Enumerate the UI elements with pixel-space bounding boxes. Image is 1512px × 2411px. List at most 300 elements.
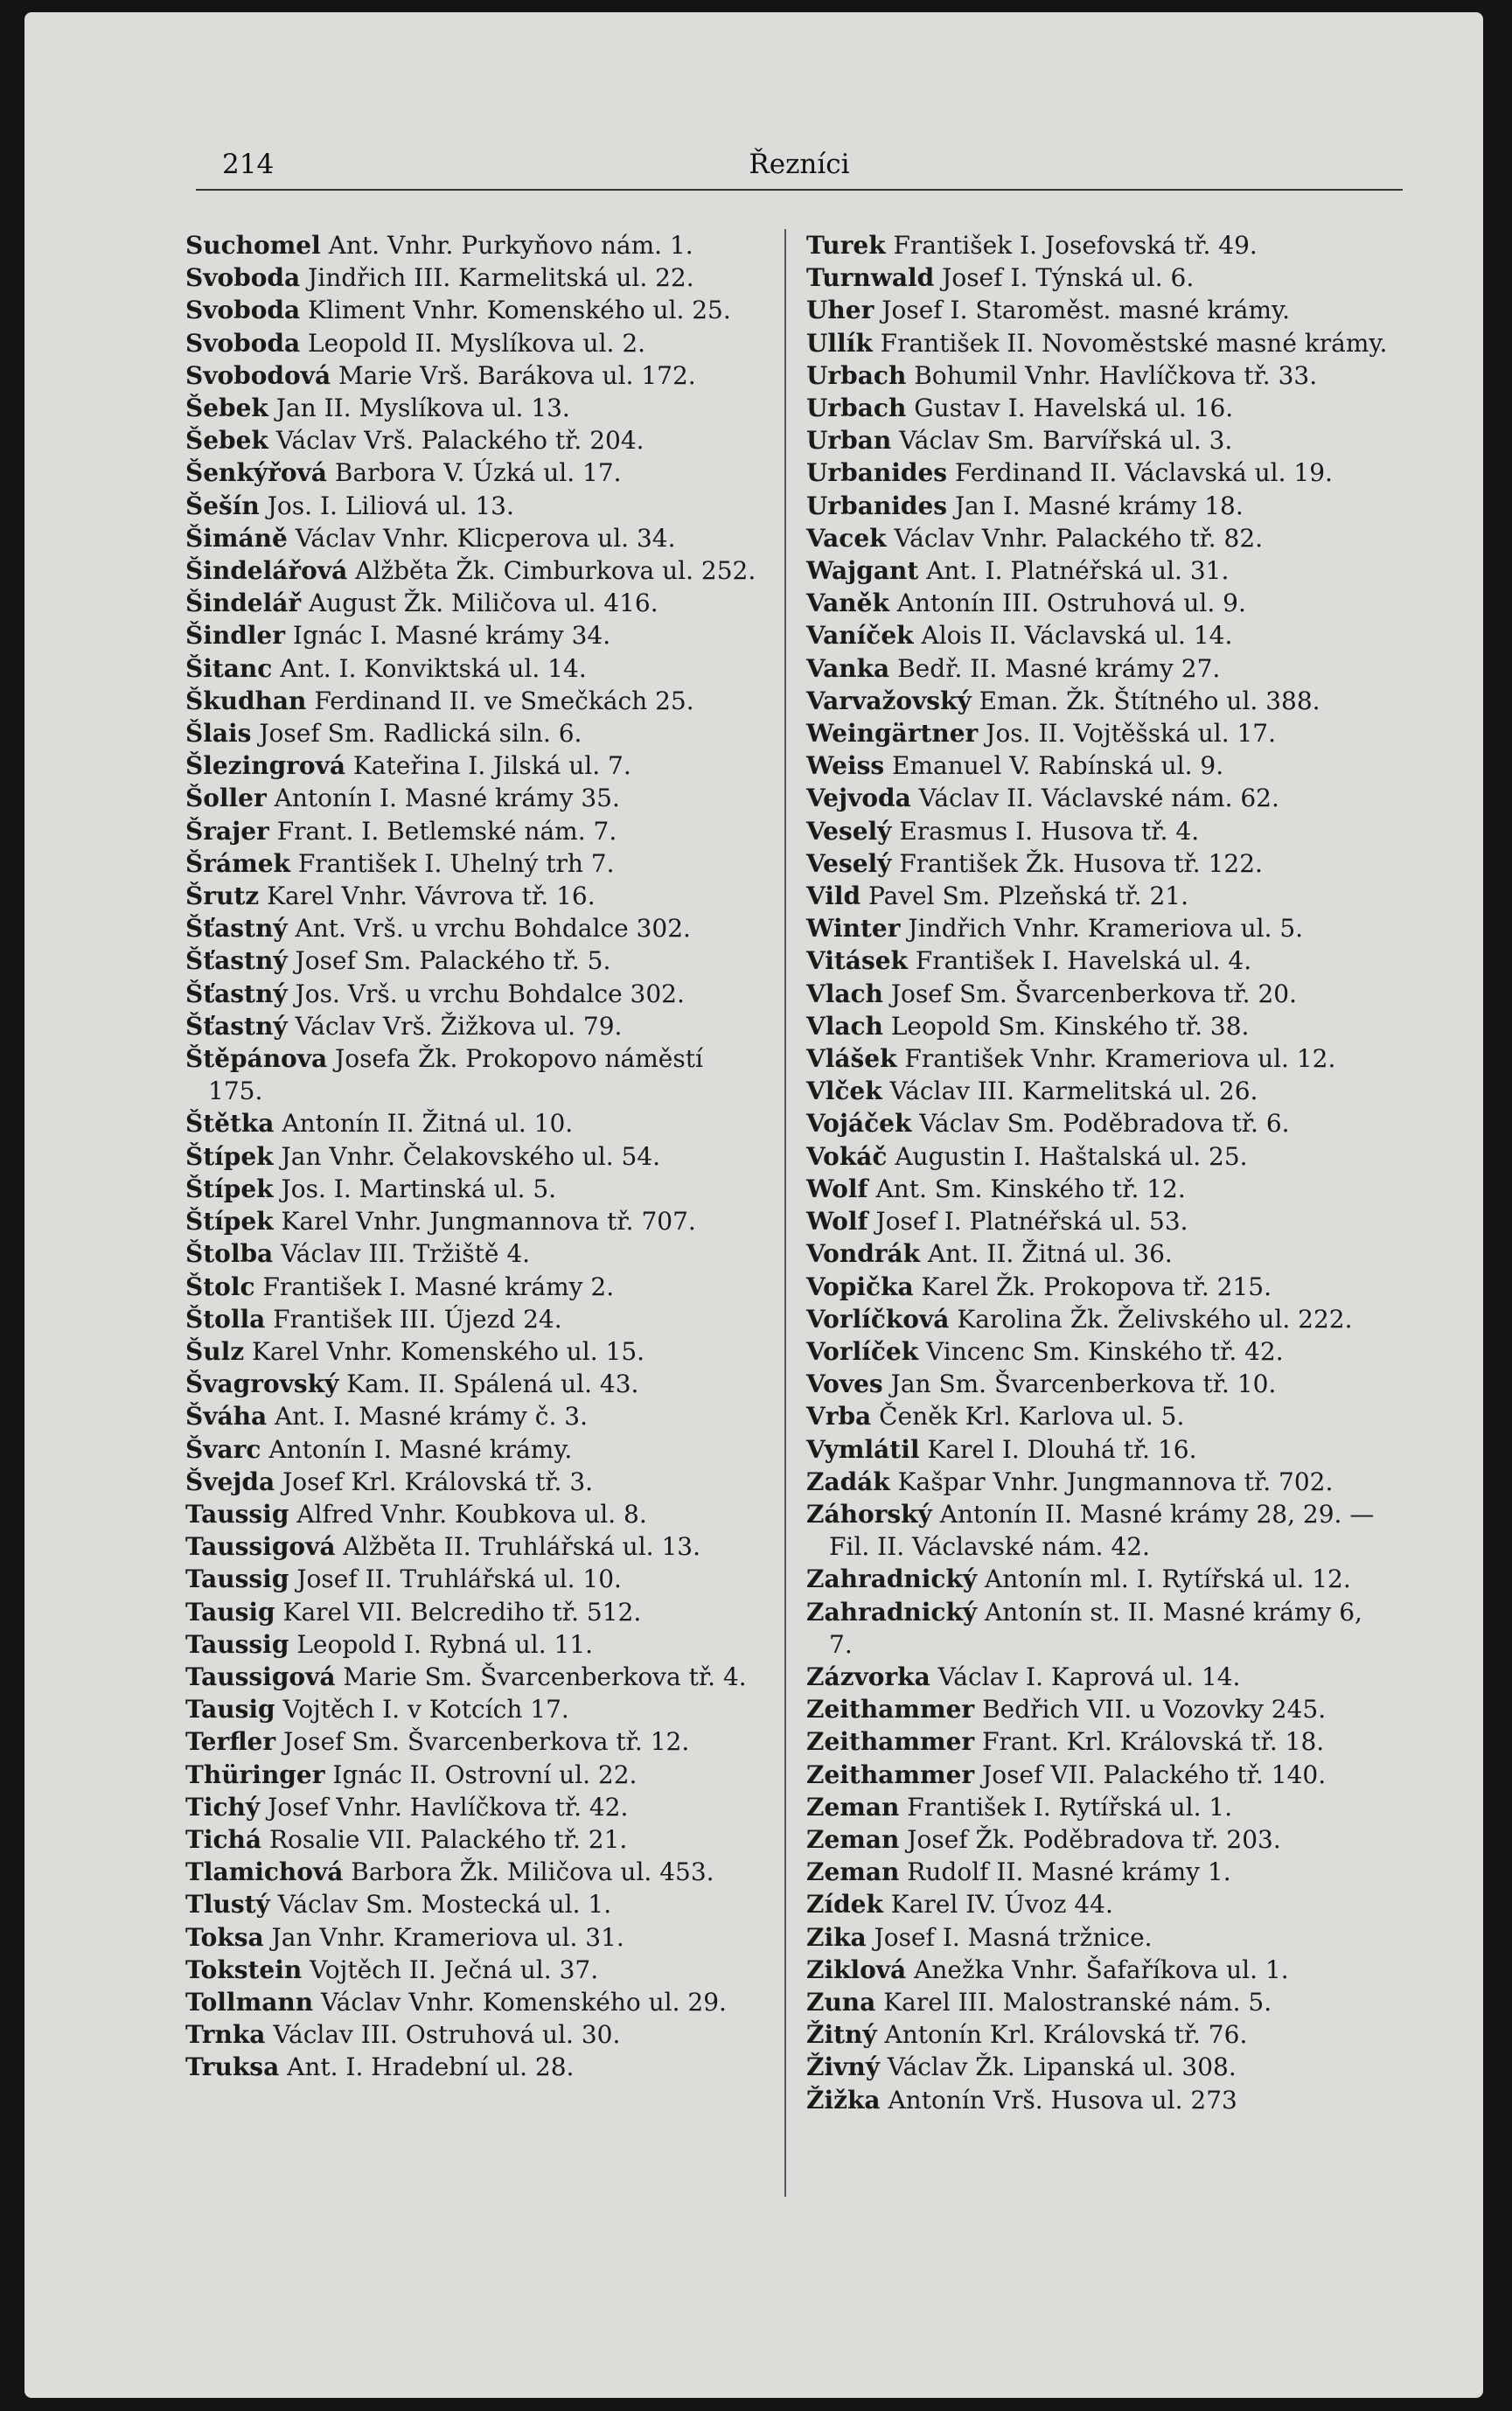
directory-entry (806, 1888, 1388, 1920)
entry-details: Augustin I. Haštalská ul. 25. (895, 1141, 1248, 1171)
directory-entry (185, 1530, 763, 1563)
directory-entry (185, 685, 763, 717)
entry-details: Jos. Vrš. u vrchu Bohdalce 302. (295, 979, 685, 1008)
entry-surname: Ullík (806, 328, 873, 358)
directory-entry (185, 522, 763, 554)
directory-entry (806, 1075, 1388, 1107)
entry-surname: Terfler (185, 1727, 276, 1757)
entry-details: Václav Sm. Mostecká ul. 1. (277, 1890, 612, 1920)
entry-details: Vojtěch II. Ječná ul. 37. (310, 1955, 599, 1984)
entry-surname: Truksa (185, 2052, 280, 2082)
directory-entry (185, 978, 763, 1010)
entry-details: Rosalie VII. Palackého tř. 21. (268, 1824, 628, 1854)
entry-details: Václav Vnhr. Klicperova ul. 34. (295, 523, 676, 553)
entry-surname: Veselý (806, 816, 892, 846)
entry-surname: Voves (806, 1369, 883, 1399)
entry-surname: Štěpánova (185, 1044, 328, 1074)
entry-details: Vojtěch I. v Kotcích 17. (282, 1695, 569, 1725)
directory-entry (185, 1368, 763, 1400)
entry-surname: Štětka (185, 1109, 275, 1139)
entry-surname: Toksa (185, 1922, 264, 1952)
entry-surname: Taussigová (185, 1532, 336, 1562)
entry-surname: Thüringer (185, 1759, 325, 1789)
entry-details: August Žk. Miličova ul. 416. (309, 589, 658, 618)
directory-entry (806, 522, 1388, 554)
entry-details: Antonín Krl. Královská tř. 76. (884, 2020, 1248, 2050)
directory-entry (806, 847, 1388, 880)
directory-entry (806, 944, 1388, 977)
entry-details: Kam. II. Spálená ul. 43. (346, 1369, 639, 1399)
entry-surname: Šťastný (185, 1011, 288, 1041)
entry-details: Ant. I. Platnéřská ul. 31. (926, 556, 1230, 586)
entry-details: Jos. I. Liliová ul. 13. (267, 491, 514, 520)
entry-details: Barbora V. Úzká ul. 17. (334, 458, 622, 488)
entry-details: Ferdinand II. ve Smečkách 25. (314, 686, 694, 715)
entry-surname: Záhorský (806, 1499, 932, 1529)
entry-details: Jan Sm. Švarcenberkova tř. 10. (890, 1369, 1277, 1399)
entry-details: Václav III. Tržiště 4. (281, 1239, 531, 1269)
entry-details: Karel Žk. Prokopova tř. 215. (921, 1272, 1272, 1301)
entry-details: Ant. I. Hradební ul. 28. (287, 2052, 575, 2082)
entry-details: Alžběta II. Truhlářská ul. 13. (343, 1532, 701, 1562)
entry-surname: Šrámek (185, 848, 290, 878)
directory-entry (185, 1498, 763, 1530)
directory-entry (806, 1010, 1388, 1042)
directory-entry (185, 1725, 763, 1758)
directory-entry (185, 490, 763, 522)
entry-details: Jos. I. Martinská ul. 5. (281, 1174, 557, 1203)
entry-details: Karel VII. Belcrediho tř. 512. (282, 1597, 642, 1627)
entry-details: Rudolf II. Masné krámy 1. (907, 1857, 1231, 1887)
entry-surname: Zahradnický (806, 1564, 978, 1594)
directory-entry (185, 1921, 763, 1954)
page-number: 214 (222, 149, 275, 180)
entry-details: Kateřina I. Jilská ul. 7. (352, 751, 631, 781)
entry-surname: Turek (806, 231, 886, 260)
entry-surname: Svobodová (185, 360, 331, 390)
entry-details: Václav II. Václavské nám. 62. (918, 784, 1279, 813)
entry-surname: Vlček (806, 1077, 882, 1106)
entry-surname: Zuna (806, 1987, 876, 2017)
entry-surname: Štolla (185, 1304, 266, 1334)
entry-details: Karel I. Dlouhá tř. 16. (927, 1434, 1197, 1464)
directory-entry (806, 229, 1388, 261)
entry-surname: Tlustý (185, 1890, 270, 1920)
entry-surname: Vanka (806, 653, 890, 683)
entry-surname: Šindelářová (185, 556, 348, 586)
entry-details: Antonín III. Ostruhová ul. 9. (896, 589, 1246, 618)
entry-details: Ignác II. Ostrovní ul. 22. (332, 1759, 638, 1789)
directory-entry (185, 1433, 763, 1466)
directory-entry (185, 1986, 763, 2018)
entry-details: Karolina Žk. Želivského ul. 222. (957, 1304, 1353, 1334)
directory-entry (806, 717, 1388, 749)
entry-surname: Vorlíčková (806, 1304, 950, 1334)
directory-entry (185, 1335, 763, 1368)
entry-surname: Šváha (185, 1402, 268, 1432)
entry-surname: Vrba (806, 1402, 872, 1432)
entry-details: Jan II. Myslíkova ul. 13. (275, 394, 570, 423)
entry-details: Karel Vnhr. Jungmannova tř. 707. (281, 1207, 696, 1237)
entry-details: Václav Vnhr. Komenského ul. 29. (320, 1987, 727, 2017)
right-column (806, 229, 1388, 2116)
directory-entry (806, 1140, 1388, 1173)
entry-details: Jan I. Masné krámy 18. (954, 491, 1244, 520)
directory-entry (806, 587, 1388, 619)
directory-entry (806, 1791, 1388, 1823)
entry-surname: Šrajer (185, 816, 269, 846)
directory-entry (185, 1140, 763, 1173)
entry-surname: Šlais (185, 719, 252, 749)
entry-details: Václav Sm. Poděbradova tř. 6. (919, 1109, 1290, 1139)
entry-surname: Vorlíček (806, 1336, 919, 1366)
entry-surname: Tichý (185, 1792, 261, 1822)
entry-surname: Zeman (806, 1824, 900, 1854)
entry-details: Josef Sm. Švarcenberkova tř. 12. (283, 1727, 690, 1757)
entry-surname: Šoller (185, 784, 267, 813)
entry-surname: Šťastný (185, 946, 288, 976)
directory-entry (185, 815, 763, 847)
directory-entry (806, 1466, 1388, 1498)
entry-surname: Tichá (185, 1824, 262, 1854)
entry-details: Jan Vnhr. Krameriova ul. 31. (271, 1922, 624, 1952)
entry-details: Alžběta Žk. Cimburkova ul. 252. (355, 556, 756, 586)
entry-surname: Zeithammer (806, 1727, 975, 1757)
entry-details: Antonín II. Žitná ul. 10. (282, 1109, 574, 1139)
entry-surname: Taussig (185, 1499, 289, 1529)
entry-surname: Švarc (185, 1434, 261, 1464)
directory-entry (185, 392, 763, 424)
entry-details: Josef I. Platnéřská ul. 53. (875, 1207, 1188, 1237)
entry-details: František I. Josefovská tř. 49. (893, 231, 1258, 260)
entry-surname: Vaněk (806, 589, 889, 618)
directory-entry (806, 1725, 1388, 1758)
entry-details: Karel III. Malostranské nám. 5. (883, 1987, 1272, 2017)
entry-surname: Tausig (185, 1695, 275, 1725)
directory-entry (185, 1596, 763, 1628)
directory-entry (806, 2084, 1388, 2116)
entry-surname: Vlášek (806, 1044, 897, 1074)
directory-entry (806, 619, 1388, 652)
directory-entry (806, 912, 1388, 944)
directory-entry (185, 1303, 763, 1335)
entry-details: František I. Uhelný trh 7. (297, 848, 615, 878)
directory-entry (806, 1954, 1388, 1986)
entry-details: Josef VII. Palackého tř. 140. (982, 1759, 1327, 1789)
directory-entry (185, 1010, 763, 1042)
entry-surname: Urbach (806, 394, 907, 423)
entry-surname: Vokáč (806, 1141, 888, 1171)
entry-details: František III. Újezd 24. (273, 1304, 562, 1334)
directory-entry (806, 554, 1388, 587)
entry-surname: Tausig (185, 1597, 275, 1627)
directory-entry (185, 847, 763, 880)
directory-entry (185, 1205, 763, 1237)
entry-surname: Živný (806, 2052, 880, 2082)
entry-details: Bohumil Vnhr. Havlíčkova tř. 33. (914, 360, 1318, 390)
entry-surname: Zadák (806, 1467, 890, 1496)
entry-details: Emanuel V. Rabínská ul. 9. (892, 751, 1224, 781)
directory-entry (185, 1954, 763, 1986)
entry-details: Antonín st. II. Masné krámy 6, 7. (829, 1597, 1362, 1659)
directory-entry (185, 1693, 763, 1725)
directory-entry (806, 456, 1388, 489)
entry-details: Karel IV. Úvoz 44. (890, 1890, 1113, 1920)
directory-entry (185, 717, 763, 749)
entry-surname: Svoboda (185, 328, 301, 358)
entry-surname: Tokstein (185, 1955, 303, 1984)
entry-details: Karel Vnhr. Komenského ul. 15. (252, 1336, 645, 1366)
directory-entry (185, 1237, 763, 1270)
entry-details: Gustav I. Havelská ul. 16. (914, 394, 1234, 423)
directory-entry (185, 554, 763, 587)
directory-entry (185, 294, 763, 326)
directory-entry (185, 587, 763, 619)
entry-surname: Šimáně (185, 523, 288, 553)
directory-entry (806, 1237, 1388, 1270)
directory-entry (806, 1173, 1388, 1205)
directory-entry (185, 912, 763, 944)
entry-details: Václav III. Karmelitská ul. 26. (889, 1077, 1258, 1106)
entry-surname: Urbanides (806, 458, 948, 488)
entry-surname: Urban (806, 426, 892, 456)
entry-surname: Zika (806, 1922, 867, 1952)
directory-entry (806, 1921, 1388, 1954)
entry-surname: Šebek (185, 394, 268, 423)
entry-surname: Veselý (806, 848, 892, 878)
entry-details: Bedřich VII. u Vozovky 245. (982, 1695, 1327, 1725)
entry-surname: Štípek (185, 1141, 274, 1171)
entry-details: Josef Sm. Radlická siln. 6. (259, 719, 582, 749)
entry-surname: Svoboda (185, 263, 301, 293)
entry-surname: Štípek (185, 1174, 274, 1203)
entry-surname: Vaníček (806, 621, 914, 651)
entry-details: Josef II. Truhlářská ul. 10. (296, 1564, 622, 1594)
directory-entry (806, 1693, 1388, 1725)
directory-entry (185, 2051, 763, 2083)
entry-details: Karel Vnhr. Vávrova tř. 16. (267, 881, 596, 911)
entry-surname: Vild (806, 881, 861, 911)
entry-details: Ant. I. Masné krámy č. 3. (275, 1402, 588, 1432)
directory-entry (806, 880, 1388, 912)
entry-surname: Zeithammer (806, 1759, 975, 1789)
directory-entry (806, 652, 1388, 685)
entry-details: Antonín ml. I. Rytířská ul. 12. (985, 1564, 1351, 1594)
directory-entry (185, 1042, 763, 1107)
entry-surname: Šitanc (185, 653, 273, 683)
entry-details: Frant. I. Betlemské nám. 7. (276, 816, 617, 846)
directory-entry (185, 1400, 763, 1432)
directory-entry (806, 685, 1388, 717)
entry-details: Antonín I. Masné krámy 35. (274, 784, 620, 813)
directory-entry (806, 1205, 1388, 1237)
directory-entry (185, 1107, 763, 1139)
directory-entry (806, 392, 1388, 424)
entry-details: František I. Rytířská ul. 1. (907, 1792, 1233, 1822)
entry-surname: Šindelář (185, 589, 302, 618)
directory-entry (185, 652, 763, 685)
entry-details: Alois II. Václavská ul. 14. (921, 621, 1233, 651)
entry-details: Josef Sm. Palackého tř. 5. (295, 946, 611, 976)
directory-entry (806, 1042, 1388, 1075)
entry-surname: Šrutz (185, 881, 260, 911)
directory-entry (806, 261, 1388, 294)
entry-details: Ignác I. Masné krámy 34. (292, 621, 611, 651)
directory-entry (806, 424, 1388, 456)
entry-details: Antonín I. Masné krámy. (268, 1434, 573, 1464)
entry-details: Josef I. Staroměst. masné krámy. (881, 296, 1291, 325)
entry-surname: Winter (806, 914, 901, 944)
entry-surname: Vacek (806, 523, 887, 553)
page-header (196, 142, 1403, 191)
entry-details: Václav Žk. Lipanská ul. 308. (887, 2052, 1237, 2082)
entry-surname: Zídek (806, 1890, 883, 1920)
directory-entry (806, 1498, 1388, 1563)
directory-entry (185, 424, 763, 456)
directory-entry (806, 1400, 1388, 1432)
entry-surname: Urbach (806, 360, 907, 390)
entry-details: Erasmus I. Husova tř. 4. (899, 816, 1200, 846)
entry-surname: Zahradnický (806, 1597, 978, 1627)
directory-entry (185, 1661, 763, 1693)
directory-entry (185, 619, 763, 652)
directory-entry (185, 456, 763, 489)
entry-details: Eman. Žk. Štítného ul. 388. (979, 686, 1320, 715)
entry-details: Josef Krl. Královská tř. 3. (282, 1467, 594, 1496)
entry-details: Václav Sm. Barvířská ul. 3. (899, 426, 1233, 456)
directory-entry (806, 815, 1388, 847)
entry-surname: Švejda (185, 1467, 275, 1496)
entry-details: František I. Havelská ul. 4. (915, 946, 1252, 976)
directory-entry (806, 2018, 1388, 2051)
directory-entry (806, 1661, 1388, 1693)
entry-details: Kliment Vnhr. Komenského ul. 25. (308, 296, 731, 325)
entry-surname: Šťastný (185, 914, 288, 944)
entry-details: Pavel Sm. Plzeňská tř. 21. (868, 881, 1189, 911)
entry-details: Ferdinand II. Václavská ul. 19. (954, 458, 1333, 488)
directory-entry (185, 1888, 763, 1920)
entry-surname: Zeithammer (806, 1695, 975, 1725)
entry-surname: Škudhan (185, 686, 307, 715)
directory-entry (806, 490, 1388, 522)
entry-details: Čeněk Krl. Karlova ul. 5. (879, 1402, 1185, 1432)
entry-surname: Urbanides (806, 491, 948, 520)
directory-entry (185, 749, 763, 782)
directory-entry (185, 261, 763, 294)
directory-entry (806, 1759, 1388, 1791)
entry-surname: Tollmann (185, 1987, 314, 2017)
entry-surname: Šindler (185, 621, 285, 651)
directory-entry (806, 1596, 1388, 1661)
entry-details: Leopold I. Rybná ul. 11. (296, 1629, 594, 1659)
entry-details: Marie Vrš. Barákova ul. 172. (338, 360, 696, 390)
entry-details: Antonín II. Masné krámy 28, 29. — Fil. II. Václavské nám. 42. (829, 1499, 1375, 1562)
entry-surname: Taussig (185, 1629, 289, 1659)
entry-surname: Tlamichová (185, 1857, 344, 1887)
entry-details: Josef I. Masná tržnice. (874, 1922, 1153, 1952)
entry-details: František Žk. Husova tř. 122. (899, 848, 1263, 878)
entry-surname: Vojáček (806, 1109, 912, 1139)
directory-entry (185, 359, 763, 392)
entry-surname: Štípek (185, 1207, 274, 1237)
entry-surname: Šešín (185, 491, 260, 520)
entry-surname: Vymlátil (806, 1434, 920, 1464)
entry-surname: Varvažovský (806, 686, 972, 715)
entry-details: Ant. Vnhr. Purkyňovo nám. 1. (328, 231, 693, 260)
entry-surname: Vondrák (806, 1239, 921, 1269)
entry-details: Ant. Sm. Kinského tř. 12. (875, 1174, 1186, 1203)
entry-surname: Žižka (806, 2085, 881, 2115)
entry-surname: Švagrovský (185, 1369, 339, 1399)
entry-details: Ant. I. Konviktská ul. 14. (280, 653, 587, 683)
entry-surname: Zeman (806, 1792, 900, 1822)
entry-details: Václav Vrš. Žižkova ul. 79. (295, 1011, 623, 1041)
entry-details: Vincenc Sm. Kinského tř. 42. (926, 1336, 1284, 1366)
entry-details: Anežka Vnhr. Šafaříkova ul. 1. (914, 1955, 1289, 1984)
entry-details: Frant. Krl. Královská tř. 18. (982, 1727, 1325, 1757)
entry-surname: Wolf (806, 1207, 868, 1237)
directory-entry (806, 1433, 1388, 1466)
entry-details: František II. Novoměstské masné krámy. (880, 328, 1388, 358)
directory-entry (806, 1107, 1388, 1139)
directory-entry (185, 229, 763, 261)
entry-details: Ant. Vrš. u vrchu Bohdalce 302. (295, 914, 691, 944)
directory-entry (806, 2051, 1388, 2083)
entry-surname: Wajgant (806, 556, 919, 586)
entry-surname: Zeman (806, 1857, 900, 1887)
directory-entry (185, 1271, 763, 1303)
entry-details: Josef Žk. Poděbradova tř. 203. (907, 1824, 1281, 1854)
directory-entry (806, 1986, 1388, 2018)
entry-details: Josef I. Týnská ul. 6. (942, 263, 1195, 293)
entry-details: Leopold II. Myslíkova ul. 2. (308, 328, 646, 358)
entry-surname: Vopička (806, 1272, 914, 1301)
directory-entry (185, 1628, 763, 1661)
entry-details: Jos. II. Vojtěšská ul. 17. (986, 719, 1277, 749)
directory-entry (185, 782, 763, 814)
directory-entry (806, 978, 1388, 1010)
entry-details: Bedř. II. Masné krámy 27. (897, 653, 1221, 683)
entry-surname: Šenkýřová (185, 458, 327, 488)
entry-surname: Weingärtner (806, 719, 979, 749)
entry-surname: Šebek (185, 426, 268, 456)
directory-entry (806, 1303, 1388, 1335)
entry-surname: Uher (806, 296, 874, 325)
entry-surname: Žitný (806, 2020, 877, 2050)
entry-surname: Ziklová (806, 1955, 907, 1984)
entry-details: Václav Vnhr. Palackého tř. 82. (894, 523, 1264, 553)
entry-details: Ant. II. Žitná ul. 36. (927, 1239, 1173, 1269)
directory-entry (185, 1856, 763, 1888)
entry-surname: Šťastný (185, 979, 288, 1008)
directory-entry (806, 1563, 1388, 1595)
entry-details: Leopold Sm. Kinského tř. 38. (890, 1011, 1250, 1041)
entry-details: Josef Sm. Švarcenberkova tř. 20. (890, 979, 1298, 1008)
directory-entry (185, 327, 763, 359)
directory-entry (806, 749, 1388, 782)
directory-entry (806, 1823, 1388, 1856)
entry-surname: Štolc (185, 1272, 255, 1301)
entry-surname: Trnka (185, 2020, 266, 2050)
directory-entry (806, 1368, 1388, 1400)
entry-surname: Vlach (806, 979, 883, 1008)
entry-details: Kašpar Vnhr. Jungmannova tř. 702. (897, 1467, 1334, 1496)
directory-entry (806, 1856, 1388, 1888)
directory-entry (185, 880, 763, 912)
entry-surname: Šlezingrová (185, 751, 345, 781)
directory-entry (185, 1823, 763, 1856)
entry-surname: Taussig (185, 1564, 289, 1594)
